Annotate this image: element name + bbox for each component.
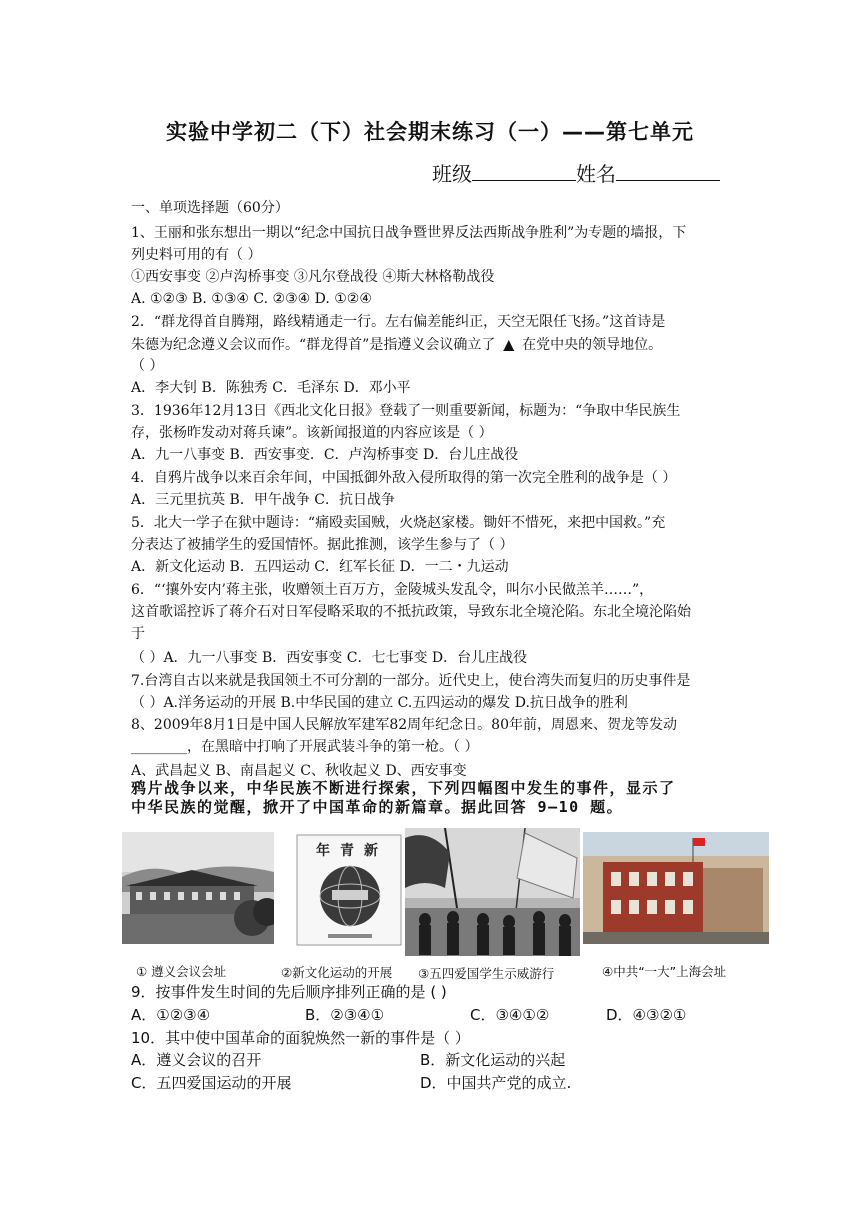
q10-line1: 10．其中使中国革命的面貌焕然一新的事件是（ ） xyxy=(131,1029,470,1047)
q2-line2 xyxy=(131,336,662,354)
q5-options: A．新文化运动 B．五四运动 C．红军长征 D．一二・九运动 xyxy=(131,559,509,575)
q6-line2: 这首歌谣控诉了蒋介石对日军侵略采取的不抵抗政策，导致东北全境沦陷。东北全境沦陷始 xyxy=(131,604,691,620)
q7-options: （ ）A.洋务运动的开展 B.中华民国的建立 C.五四运动的爆发 D.抗日战争的胜利 xyxy=(131,695,628,711)
q8-line1: 8、2009年8月1日是中国人民解放军建军82周年纪念日。80年前，周恩来、贺龙等发动 xyxy=(131,717,677,733)
q4-line1: 4．自鸦片战争以来百余年间，中国抵御外敌入侵所取得的第一次完全胜利的战争是（ ） xyxy=(131,470,677,486)
class-blank[interactable] xyxy=(472,162,576,181)
q2-options: A．李大钊 B．陈独秀 C．毛泽东 D．邓小平 xyxy=(131,380,411,396)
section-heading: 一、单项选择题（60分） xyxy=(131,200,289,216)
q10-option-d: D．中国共产党的成立. xyxy=(420,1074,572,1092)
photo4-caption: ④中共“一大”上海会址 xyxy=(602,964,727,979)
q8-blank: ________ xyxy=(131,739,187,755)
q10-option-a: A．遵义会议的召开 xyxy=(131,1051,262,1069)
name-blank[interactable] xyxy=(616,162,720,181)
magazine-title: 年青新 xyxy=(316,843,388,859)
q10-option-b: B．新文化运动的兴起 xyxy=(420,1051,566,1069)
q2-line1: 2．“群龙得首自腾翔，路线精通走一行。左右偏差能纠正，天空无限任飞扬。”这首诗是 xyxy=(131,314,666,330)
q1-line1: 1、王丽和张东想出一期以“纪念中国抗日战争暨世界反法西斯战争胜利”为专题的墙报，下 xyxy=(131,225,687,241)
q1-options: A. ①②③ B. ①③④ C. ②③④ D. ①②④ xyxy=(131,291,372,307)
may-fourth-protest-photo xyxy=(405,828,580,956)
q9-option-a: A．①②③④ xyxy=(131,1006,211,1024)
q8-line2-text: ，在黑暗中打响了开展武装斗争的第一枪。（ ） xyxy=(187,739,479,755)
q8-options: A、武昌起义 B、南昌起义 C、秋收起义 D、西安事变 xyxy=(131,763,467,779)
q6-options: （ ）A．九一八事变 B．西安事变 C．七七事变 D．台儿庄战役 xyxy=(131,650,528,666)
q9-option-b: B．②③④① xyxy=(305,1006,385,1024)
q1-line2: 列史料可用的有（ ） xyxy=(131,247,262,263)
photo1-caption: ① 遵义会议会址 xyxy=(136,964,227,979)
zunyi-site-photo xyxy=(122,832,274,944)
q10-option-c: C．五四爱国运动的开展 xyxy=(131,1074,292,1092)
intro-line1: 鸦片战争以来，中华民族不断进行探索，下列四幅图中发生的事件，显示了 xyxy=(131,779,676,797)
q3-options: A．九一八事变 B．西安事变．C．卢沟桥事变 D．台儿庄战役 xyxy=(131,447,519,463)
q2-line2-b: 在党中央的领导地位。 xyxy=(522,337,663,353)
new-youth-magazine-photo xyxy=(296,834,402,946)
q9-option-d: D．④③②① xyxy=(606,1006,687,1024)
q2-line3: （ ） xyxy=(131,358,164,374)
q9-line1: 9．按事件发生时间的先后顺序排列正确的是 ( ) xyxy=(131,983,447,1001)
q8-line2 xyxy=(131,738,478,756)
q6-line3: 于 xyxy=(131,626,145,642)
cpc-first-congress-site-photo xyxy=(583,832,769,944)
page-title: 实验中学初二（下）社会期末练习（一）——第七单元 xyxy=(166,120,694,144)
q7-line1: 7.台湾自古以来就是我国领土不可分割的一部分。近代史上，使台湾失而复归的历史事件是 xyxy=(131,673,691,689)
photo3-caption: ③五四爱国学生示威游行 xyxy=(418,966,555,981)
class-name-line xyxy=(432,158,720,187)
q4-options: A．三元里抗英 B．甲午战争 C．抗日战争 xyxy=(131,492,396,508)
q5-line2: 分表达了被捕学生的爱国情怀。据此推测，该学生参与了（ ） xyxy=(131,537,514,553)
q3-line1: 3．1936年12月13日《西北文化日报》登载了一则重要新闻，标题为：“争取中华民族生 xyxy=(131,403,681,419)
q3-line2: 存，张杨昨发动对蒋兵谏”。该新闻报道的内容应该是（ ） xyxy=(131,425,493,441)
intro-line2: 中华民族的觉醒，掀开了中国革命的新篇章。据此回答 9—10 题。 xyxy=(131,798,624,816)
photo2-caption: ②新文化运动的开展 xyxy=(281,965,393,980)
q9-option-c: C．③④①② xyxy=(470,1006,550,1024)
q6-line1: 6．“‘攘外安内’蒋主张，收赠领土百万方，金陵城头发乱令，叫尔小民做羔羊……”， xyxy=(131,582,654,598)
q1-line3: ①西安事变 ②卢沟桥事变 ③凡尔登战役 ④斯大林格勒战役 xyxy=(131,269,495,285)
q2-line2-a: 朱德为纪念遵义会议而作。“群龙得首”是指遵义会议确立了 xyxy=(131,337,496,353)
q5-line1: 5．北大一学子在狱中题诗：“痛殴卖国贼，火烧赵家楼。锄奸不惜死，来把中国救。”充 xyxy=(131,515,666,531)
class-label: 班级 xyxy=(432,162,472,186)
name-label: 姓名 xyxy=(576,162,616,186)
q2-blank-triangle: ▲ xyxy=(503,337,515,353)
